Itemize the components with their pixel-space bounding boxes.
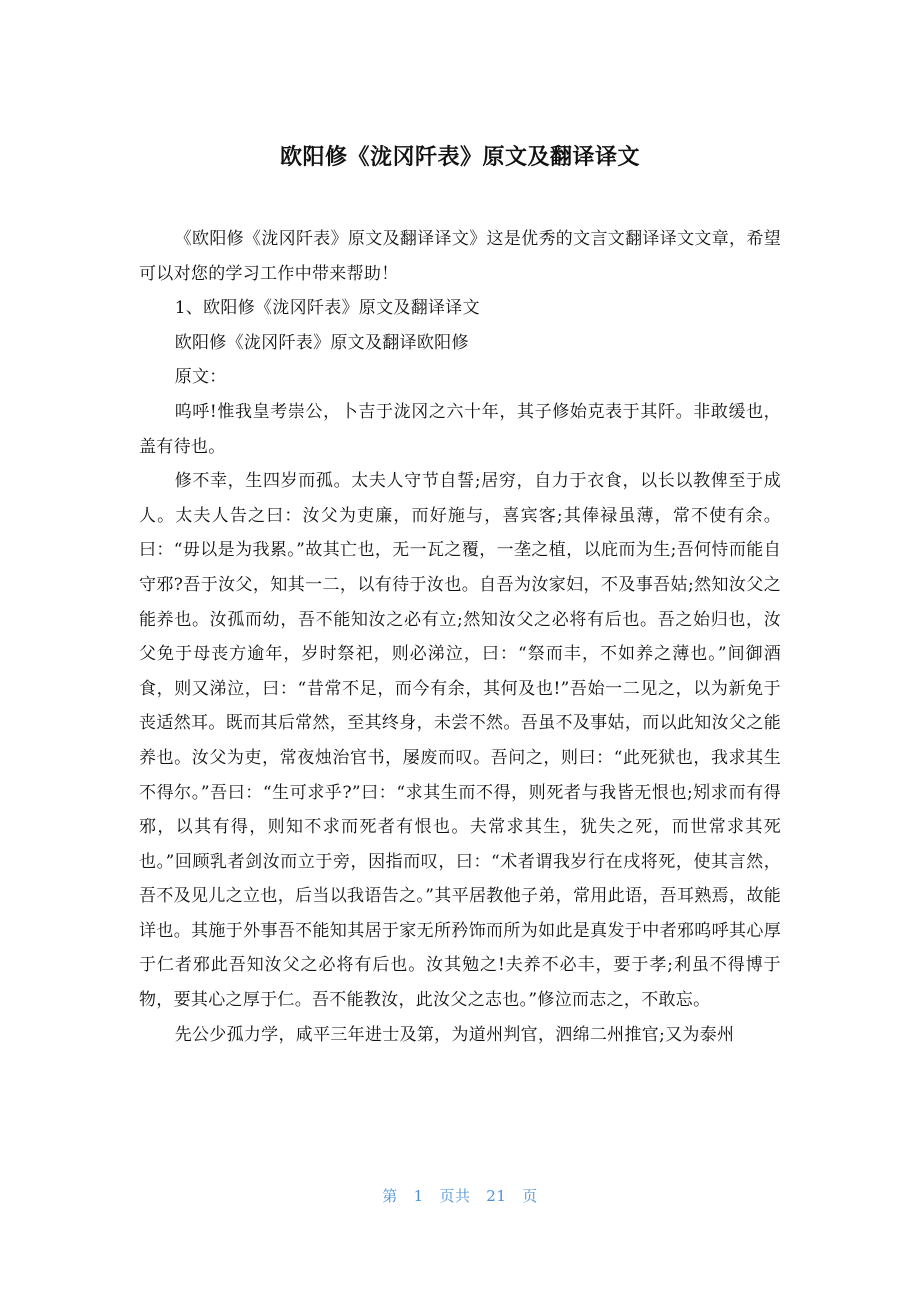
footer-page-end-label: 页 — [522, 1187, 538, 1205]
body-paragraph-1: 呜呼!惟我皇考崇公，卜吉于泷冈之六十年，其子修始克表于其阡。非敢缓也，盖有待也。 — [139, 401, 781, 457]
page-footer — [0, 1184, 920, 1208]
body-paragraph-3: 先公少孤力学，咸平三年进士及第，为道州判官，泗绵二州推官;又为泰州 — [174, 1024, 735, 1045]
subtitle-line: 欧阳修《泷冈阡表》原文及翻译欧阳修 — [174, 332, 469, 353]
footer-total-label: 页共 — [439, 1187, 471, 1205]
section-heading: 1、欧阳修《泷冈阡表》原文及翻译译文 — [174, 298, 480, 319]
body-paragraph-2: 修不幸，生四岁而孤。太夫人守节自誓;居穷，自力于衣食，以长以教俾至于成人。太夫人告之曰：汝父为吏廉，而好施与，喜宾客;其俸禄虽薄，常不使有余。曰：“毋以是为我累。”故其亡也，无一瓦之覆，一垄之植，以庇而为生;吾何恃而能自守邪?吾于汝父，知其一二，以有待于汝也。自吾为汝家妇，不及事吾姑;然知汝父之能养也。汝孤而幼，吾不能知汝之必有立;然知汝父之必将有后也。吾之始归也，汝父免于母丧方逾年，岁时祭祀，则必涕泣，曰：“祭而丰，不如养之薄也。”间御酒食，则又涕泣，曰：“昔常不足，而今有余，其何及也!”吾始一二见之，以为新免于丧适然耳。既而其后常然，至其终身，未尝不然。吾虽不及事姑，而以此知汝父之能养也。汝父为吏，常夜烛治官书，屡废而叹。吾问之，则曰：“此死狱也，我求其生不得尔。”吾曰：“生可求乎?”曰：“求其生而不得，则死者与我皆无恨也;矧求而有得邪，以其有得，则知不求而死者有恨也。夫常求其生，犹失之死，而世常求其死也。”回顾乳者剑汝而立于旁，因指而叹，曰：“术者谓我岁行在戌将死，使其言然，吾不及见儿之立也，后当以我语告之。”其平居教他子弟，常用此语，吾耳熟焉，故能详也。其施于外事吾不能知其居于家无所矜饰而所为如此是真发于中者邪呜呼其心厚于仁者邪此吾知汝父之必将有后也。汝其勉之!夫养不必丰，要于孝;利虽不得博于物，要其心之厚于仁。吾不能教汝，此汝父之志也。”修泣而志之，不敢忘。 — [139, 471, 781, 1011]
document-title: 欧阳修《泷冈阡表》原文及翻译译文 — [279, 145, 640, 170]
document-body — [139, 222, 781, 1052]
footer-current-page: 1 — [413, 1187, 424, 1205]
intro-paragraph: 《欧阳修《泷冈阡表》原文及翻译译文》这是优秀的文言文翻译译文文章，希望可以对您的学习工作中带来帮助！ — [139, 229, 781, 284]
footer-total-pages: 21 — [486, 1187, 507, 1205]
original-text-label: 原文： — [174, 367, 227, 388]
footer-page-label: 第 — [382, 1187, 398, 1205]
